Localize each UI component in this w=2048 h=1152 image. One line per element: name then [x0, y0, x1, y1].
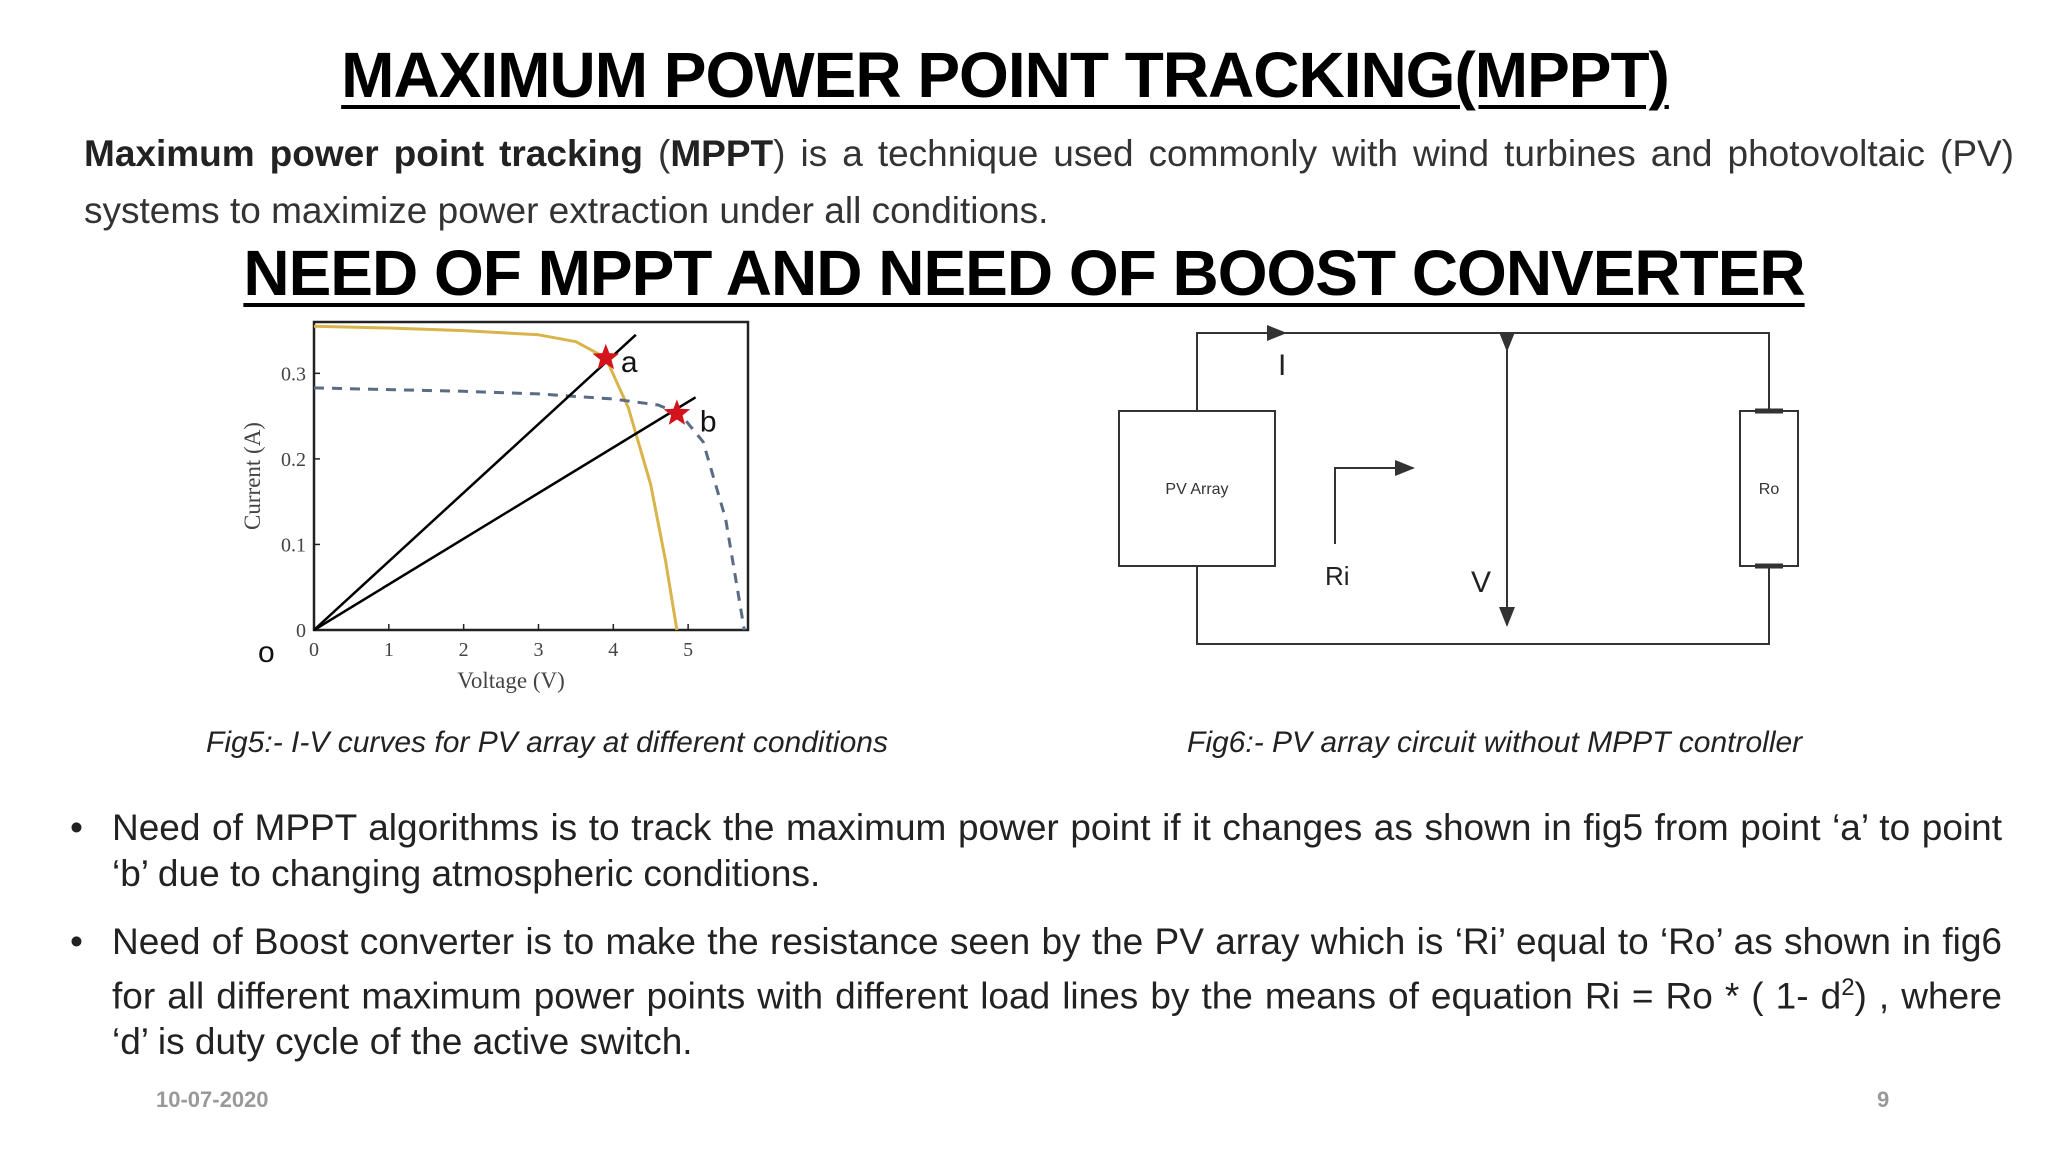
- pv-array-label: PV Array: [1165, 481, 1229, 498]
- x-tick-label: 5: [683, 639, 694, 661]
- bullet-list: [62, 805, 2002, 1087]
- bullet-item: [62, 805, 2002, 897]
- footer-date: 10-07-2020: [156, 1087, 269, 1112]
- ro-label: Ro: [1758, 481, 1780, 498]
- x-axis-label: Voltage (V): [457, 668, 565, 693]
- intro-term: Maximum power point tracking: [84, 133, 644, 174]
- bullet-dot: •: [70, 921, 83, 962]
- current-label: I: [1278, 349, 1287, 382]
- fig5-caption: Fig5:- I-V curves for PV array at different conditions: [206, 726, 888, 759]
- voltage-label: V: [1471, 566, 1492, 599]
- pv-circuit-diagram: [1105, 320, 1825, 660]
- bullet-superscript: 2: [1841, 974, 1855, 1001]
- origin-label: o: [258, 636, 275, 669]
- plot-frame: [314, 322, 748, 630]
- y-axis-label: Current (A): [240, 422, 265, 530]
- point-label-b: b: [699, 405, 717, 439]
- chart-root: [240, 322, 748, 693]
- x-tick-label: 0: [309, 639, 319, 661]
- intro-rest: ) is a technique used commonly with wind turbines and photovoltaic (PV) systems to maximize power extraction under all conditions.: [84, 133, 2014, 231]
- y-tick-label: 0.2: [281, 448, 306, 471]
- point-label-a: a: [620, 345, 638, 379]
- slide-title: MAXIMUM POWER POINT TRACKING(MPPT): [341, 39, 1669, 111]
- x-tick-label: 2: [458, 639, 469, 661]
- fig6-caption: Fig6:- PV array circuit without MPPT controller: [1187, 726, 1803, 759]
- iv-curve-chart: [230, 310, 830, 700]
- ri-arrow: [1335, 468, 1413, 544]
- intro-paragraph: [84, 125, 2014, 239]
- section-heading: NEED OF MPPT AND NEED OF BOOST CONVERTER: [243, 237, 1805, 309]
- y-tick-label: 0: [296, 620, 306, 642]
- x-tick-label: 1: [383, 639, 394, 661]
- bullet-text: Need of MPPT algorithms is to track the maximum power point if it changes as shown in fig5 from point ‘a’ to point ‘b’ due to changing atmospheric conditions.: [112, 807, 2002, 894]
- bullet-text: Need of Boost converter is to make the resistance seen by the PV array which is ‘Ri’ equal to ‘Ro’ as shown in fig6 for all different maximum power points with different load lines by the means of equation Ri = Ro * ( 1- d: [112, 921, 2002, 1017]
- page-number: 9: [1877, 1087, 1890, 1112]
- x-tick-label: 4: [608, 639, 619, 661]
- intro-abbr-open: (: [643, 133, 671, 174]
- ri-label: Ri: [1325, 561, 1350, 591]
- y-tick-label: 0.3: [281, 363, 306, 386]
- bullet-dot: •: [70, 807, 83, 848]
- intro-abbr: MPPT: [670, 133, 774, 174]
- bullet-text-end: ) , where ‘d’ is duty cycle of the active switch.: [112, 975, 2002, 1063]
- bullet-item: [62, 919, 2002, 1065]
- y-tick-label: 0.1: [281, 534, 306, 557]
- x-tick-label: 3: [533, 639, 544, 661]
